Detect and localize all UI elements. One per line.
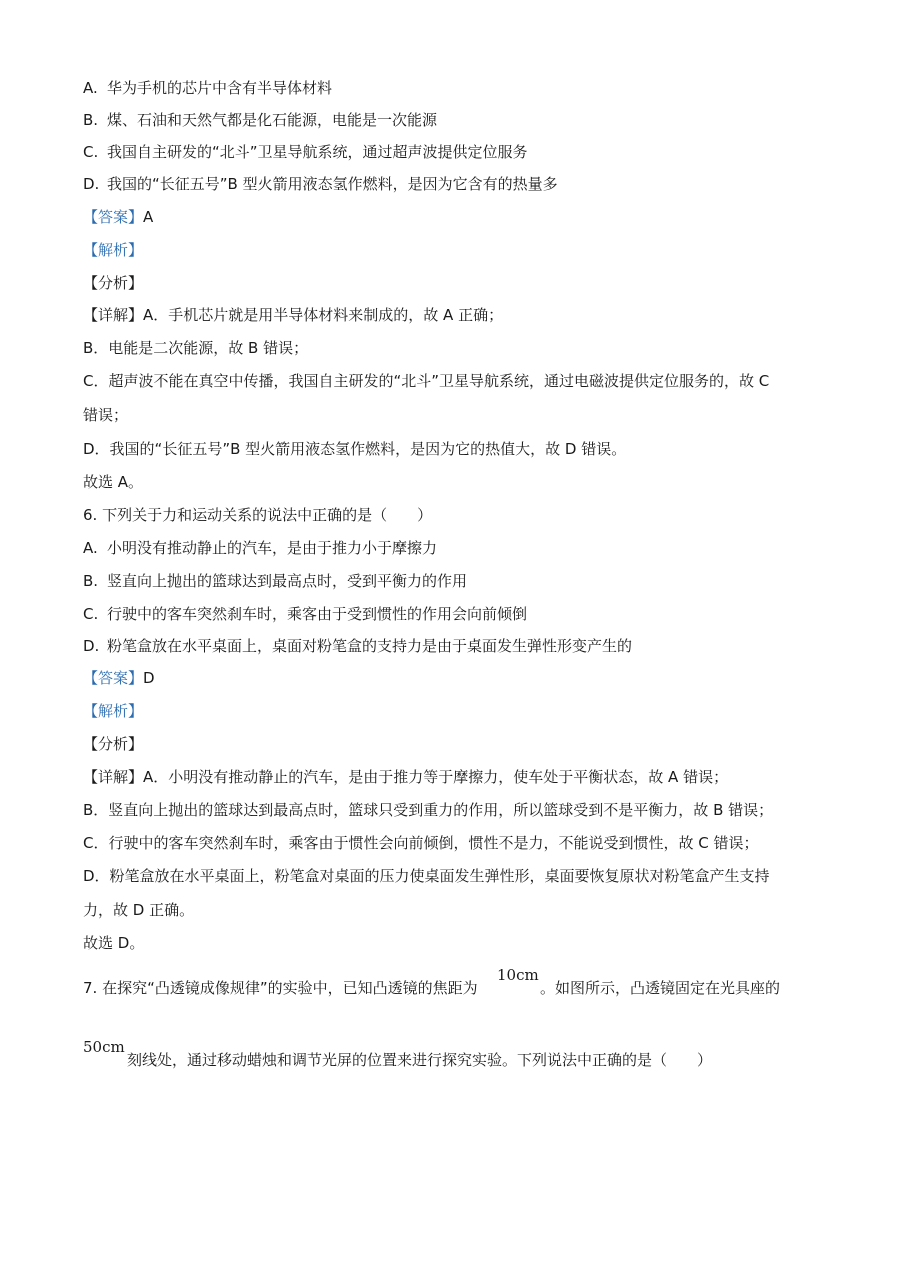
q5-option-d: D. 我国的“长征五号”B 型火箭用液态氢作燃料，是因为它含有的热量多 bbox=[83, 175, 558, 193]
q5-fenxi: 【分析】 bbox=[83, 274, 144, 292]
q5-conclusion: 故选 A。 bbox=[83, 473, 144, 491]
q5-option-a: A. 华为手机的芯片中含有半导体材料 bbox=[83, 79, 333, 97]
q5-option-b: B. 煤、石油和天然气都是化石能源，电能是一次能源 bbox=[83, 111, 438, 129]
q6-option-d: D. 粉笔盒放在水平桌面上，桌面对粉笔盒的支持力是由于桌面发生弹性形变产生的 bbox=[83, 637, 633, 655]
q6-option-a: A. 小明没有推动静止的汽车，是由于推力小于摩擦力 bbox=[83, 539, 438, 557]
q7-lens-position: 50cm bbox=[83, 1038, 125, 1056]
q6-detail-line-5: 力，故 D 正确。 bbox=[83, 901, 195, 919]
q6-stem: 6. 下列关于力和运动关系的说法中正确的是（ ） bbox=[83, 506, 433, 524]
q6-fenxi: 【分析】 bbox=[83, 735, 144, 753]
q6-detail-line-3: C．行驶中的客车突然刹车时，乘客由于惯性会向前倾倒，惯性不是力，不能说受到惯性，故 C 错误； bbox=[83, 834, 759, 852]
q5-answer: 【答案】A bbox=[83, 208, 154, 226]
q6-detail-line-2: B．竖直向上抛出的篮球达到最高点时，篮球只受到重力的作用，所以篮球受到不是平衡力，故 B 错误； bbox=[83, 801, 774, 819]
q5-detail-line-2: B．电能是二次能源，故 B 错误； bbox=[83, 339, 309, 357]
q5-detail-line-5: D．我国的“长征五号”B 型火箭用液态氢作燃料，是因为它的热值大，故 D 错误。 bbox=[83, 440, 627, 458]
q5-detail-line-1: 【详解】A．手机芯片就是用半导体材料来制成的，故 A 正确； bbox=[83, 306, 504, 324]
q6-analysis-tag: 【解析】 bbox=[83, 702, 144, 720]
q7-stem-part3: 刻线处，通过移动蜡烛和调节光屏的位置来进行探究实验。下列说法中正确的是（ ） bbox=[127, 1051, 713, 1069]
q7-stem-part2: 。如图所示，凸透镜固定在光具座的 bbox=[540, 979, 781, 997]
q5-detail-line-3: C．超声波不能在真空中传播，我国自主研发的“北斗”卫星导航系统，通过电磁波提供定位服务的，故 C bbox=[83, 372, 770, 390]
q5-option-c: C. 我国自主研发的“北斗”卫星导航系统，通过超声波提供定位服务 bbox=[83, 143, 528, 161]
q6-answer: 【答案】D bbox=[83, 669, 155, 687]
q6-detail-line-4: D．粉笔盒放在水平桌面上，粉笔盒对桌面的压力使桌面发生弹性形，桌面要恢复原状对粉笔盒产生支持 bbox=[83, 867, 770, 885]
q7-focal-length: 10cm bbox=[497, 966, 539, 984]
q5-analysis-tag: 【解析】 bbox=[83, 241, 144, 259]
q7-stem-part1: 7. 在探究“凸透镜成像规律”的实验中，已知凸透镜的焦距为 bbox=[83, 979, 478, 997]
q6-option-c: C. 行驶中的客车突然刹车时，乘客由于受到惯性的作用会向前倾倒 bbox=[83, 605, 528, 623]
q5-detail-line-4: 错误； bbox=[83, 406, 129, 424]
q6-detail-line-1: 【详解】A．小明没有推动静止的汽车，是由于推力等于摩擦力，使车处于平衡状态，故 A 错误； bbox=[83, 768, 729, 786]
q6-conclusion: 故选 D。 bbox=[83, 934, 145, 952]
q6-option-b: B. 竖直向上抛出的篮球达到最高点时，受到平衡力的作用 bbox=[83, 572, 468, 590]
